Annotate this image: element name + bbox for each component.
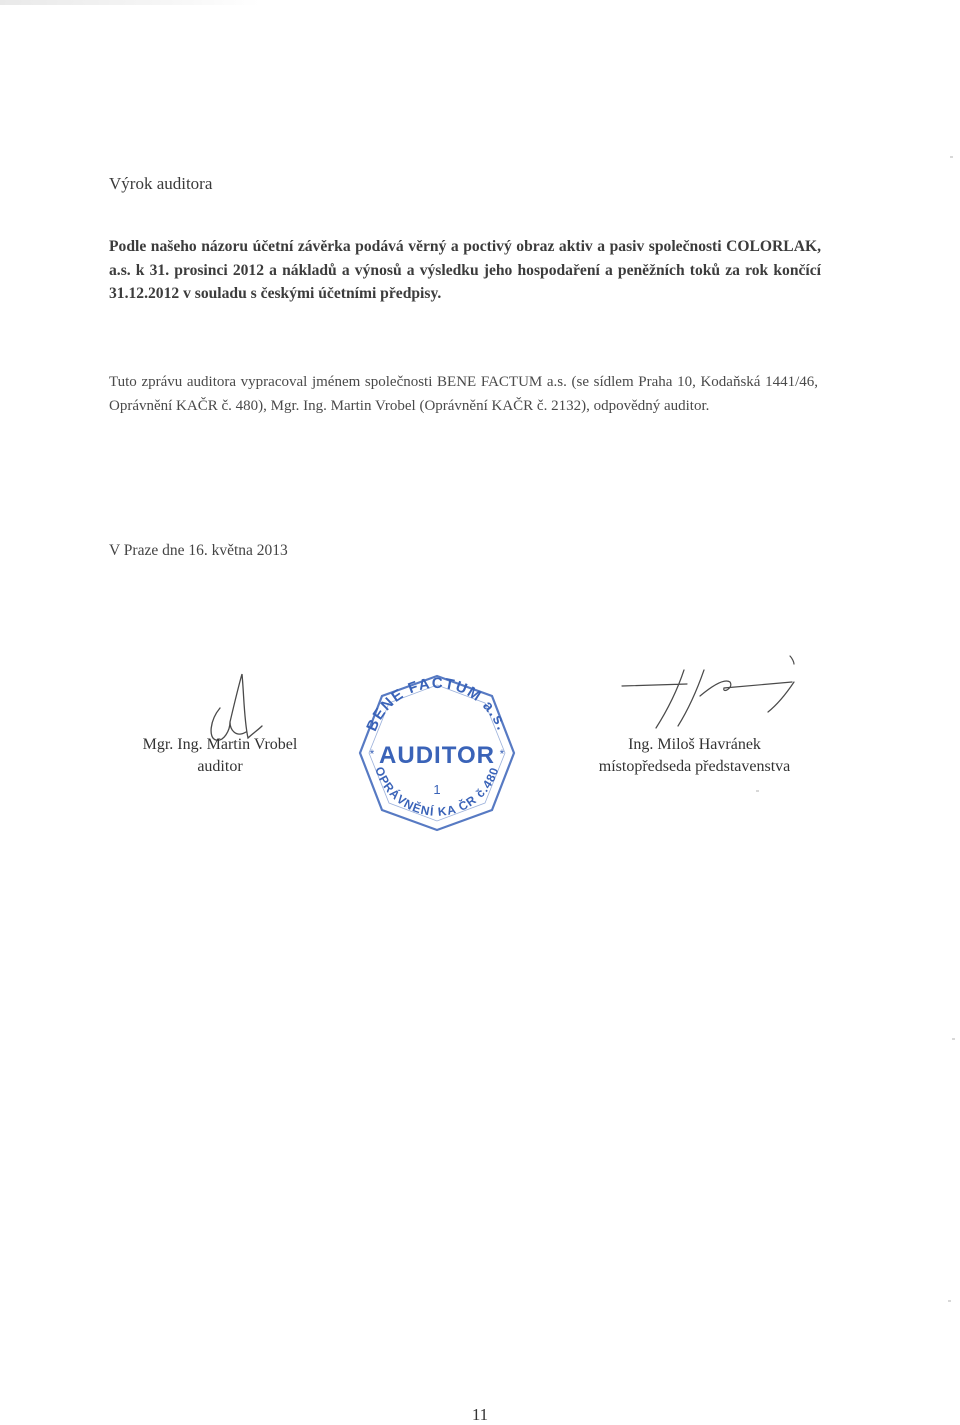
stamp-top-text: BENE FACTUM a.s. bbox=[363, 674, 511, 734]
scan-dust bbox=[756, 790, 759, 792]
auditor-role: auditor bbox=[197, 758, 243, 775]
page-number: 11 bbox=[471, 1405, 489, 1424]
svg-text:*: * bbox=[369, 747, 375, 761]
auditor-name: Mgr. Ing. Martin Vrobel bbox=[142, 736, 298, 753]
signature-block-auditor bbox=[120, 734, 320, 778]
stamp-center-text: AUDITOR bbox=[379, 742, 495, 769]
scan-dust bbox=[952, 1038, 955, 1040]
svg-text:*: * bbox=[499, 747, 505, 761]
scan-edge-mark bbox=[0, 0, 260, 5]
svg-text:BENE FACTUM a.s. bbox=[363, 675, 511, 734]
vice-chairman-role: místopředseda představenstva bbox=[598, 758, 791, 775]
signature-block-vice-chairman bbox=[572, 734, 817, 778]
stamp-number: 1 bbox=[433, 782, 441, 797]
scan-dust bbox=[950, 156, 953, 158]
vice-chairman-signature bbox=[612, 648, 802, 743]
section-heading: Výrok auditora bbox=[109, 174, 213, 193]
place-date: V Praze dne 16. května 2013 bbox=[109, 542, 288, 559]
vice-chairman-name: Ing. Miloš Havránek bbox=[628, 736, 761, 753]
report-paragraph: Tuto zprávu auditora vypracoval jménem společnosti BENE FACTUM a.s. (se sídlem Praha 10, Kodaňská 1441/46, Oprávnění KAČR č. 480), Mgr. Ing. Martin Vrobel (Oprávnění KAČR č. 2132), odpovědný auditor. bbox=[109, 374, 818, 414]
opinion-paragraph: Podle našeho názoru účetní závěrka podává věrný a poctivý obraz aktiv a pasiv společnosti COLORLAK, a.s. k 31. prosinci 2012 a nákladů a výnosů a výsledku jeho hospodaření a peněžních toků za rok končící 31.12.2012 v souladu s českými účetními předpisy. bbox=[109, 238, 821, 302]
auditor-stamp bbox=[352, 668, 522, 838]
stamp-bottom-text: OPRÁVNĚNÍ KA ČR č.480 bbox=[372, 764, 502, 819]
scan-dust bbox=[948, 1300, 951, 1302]
